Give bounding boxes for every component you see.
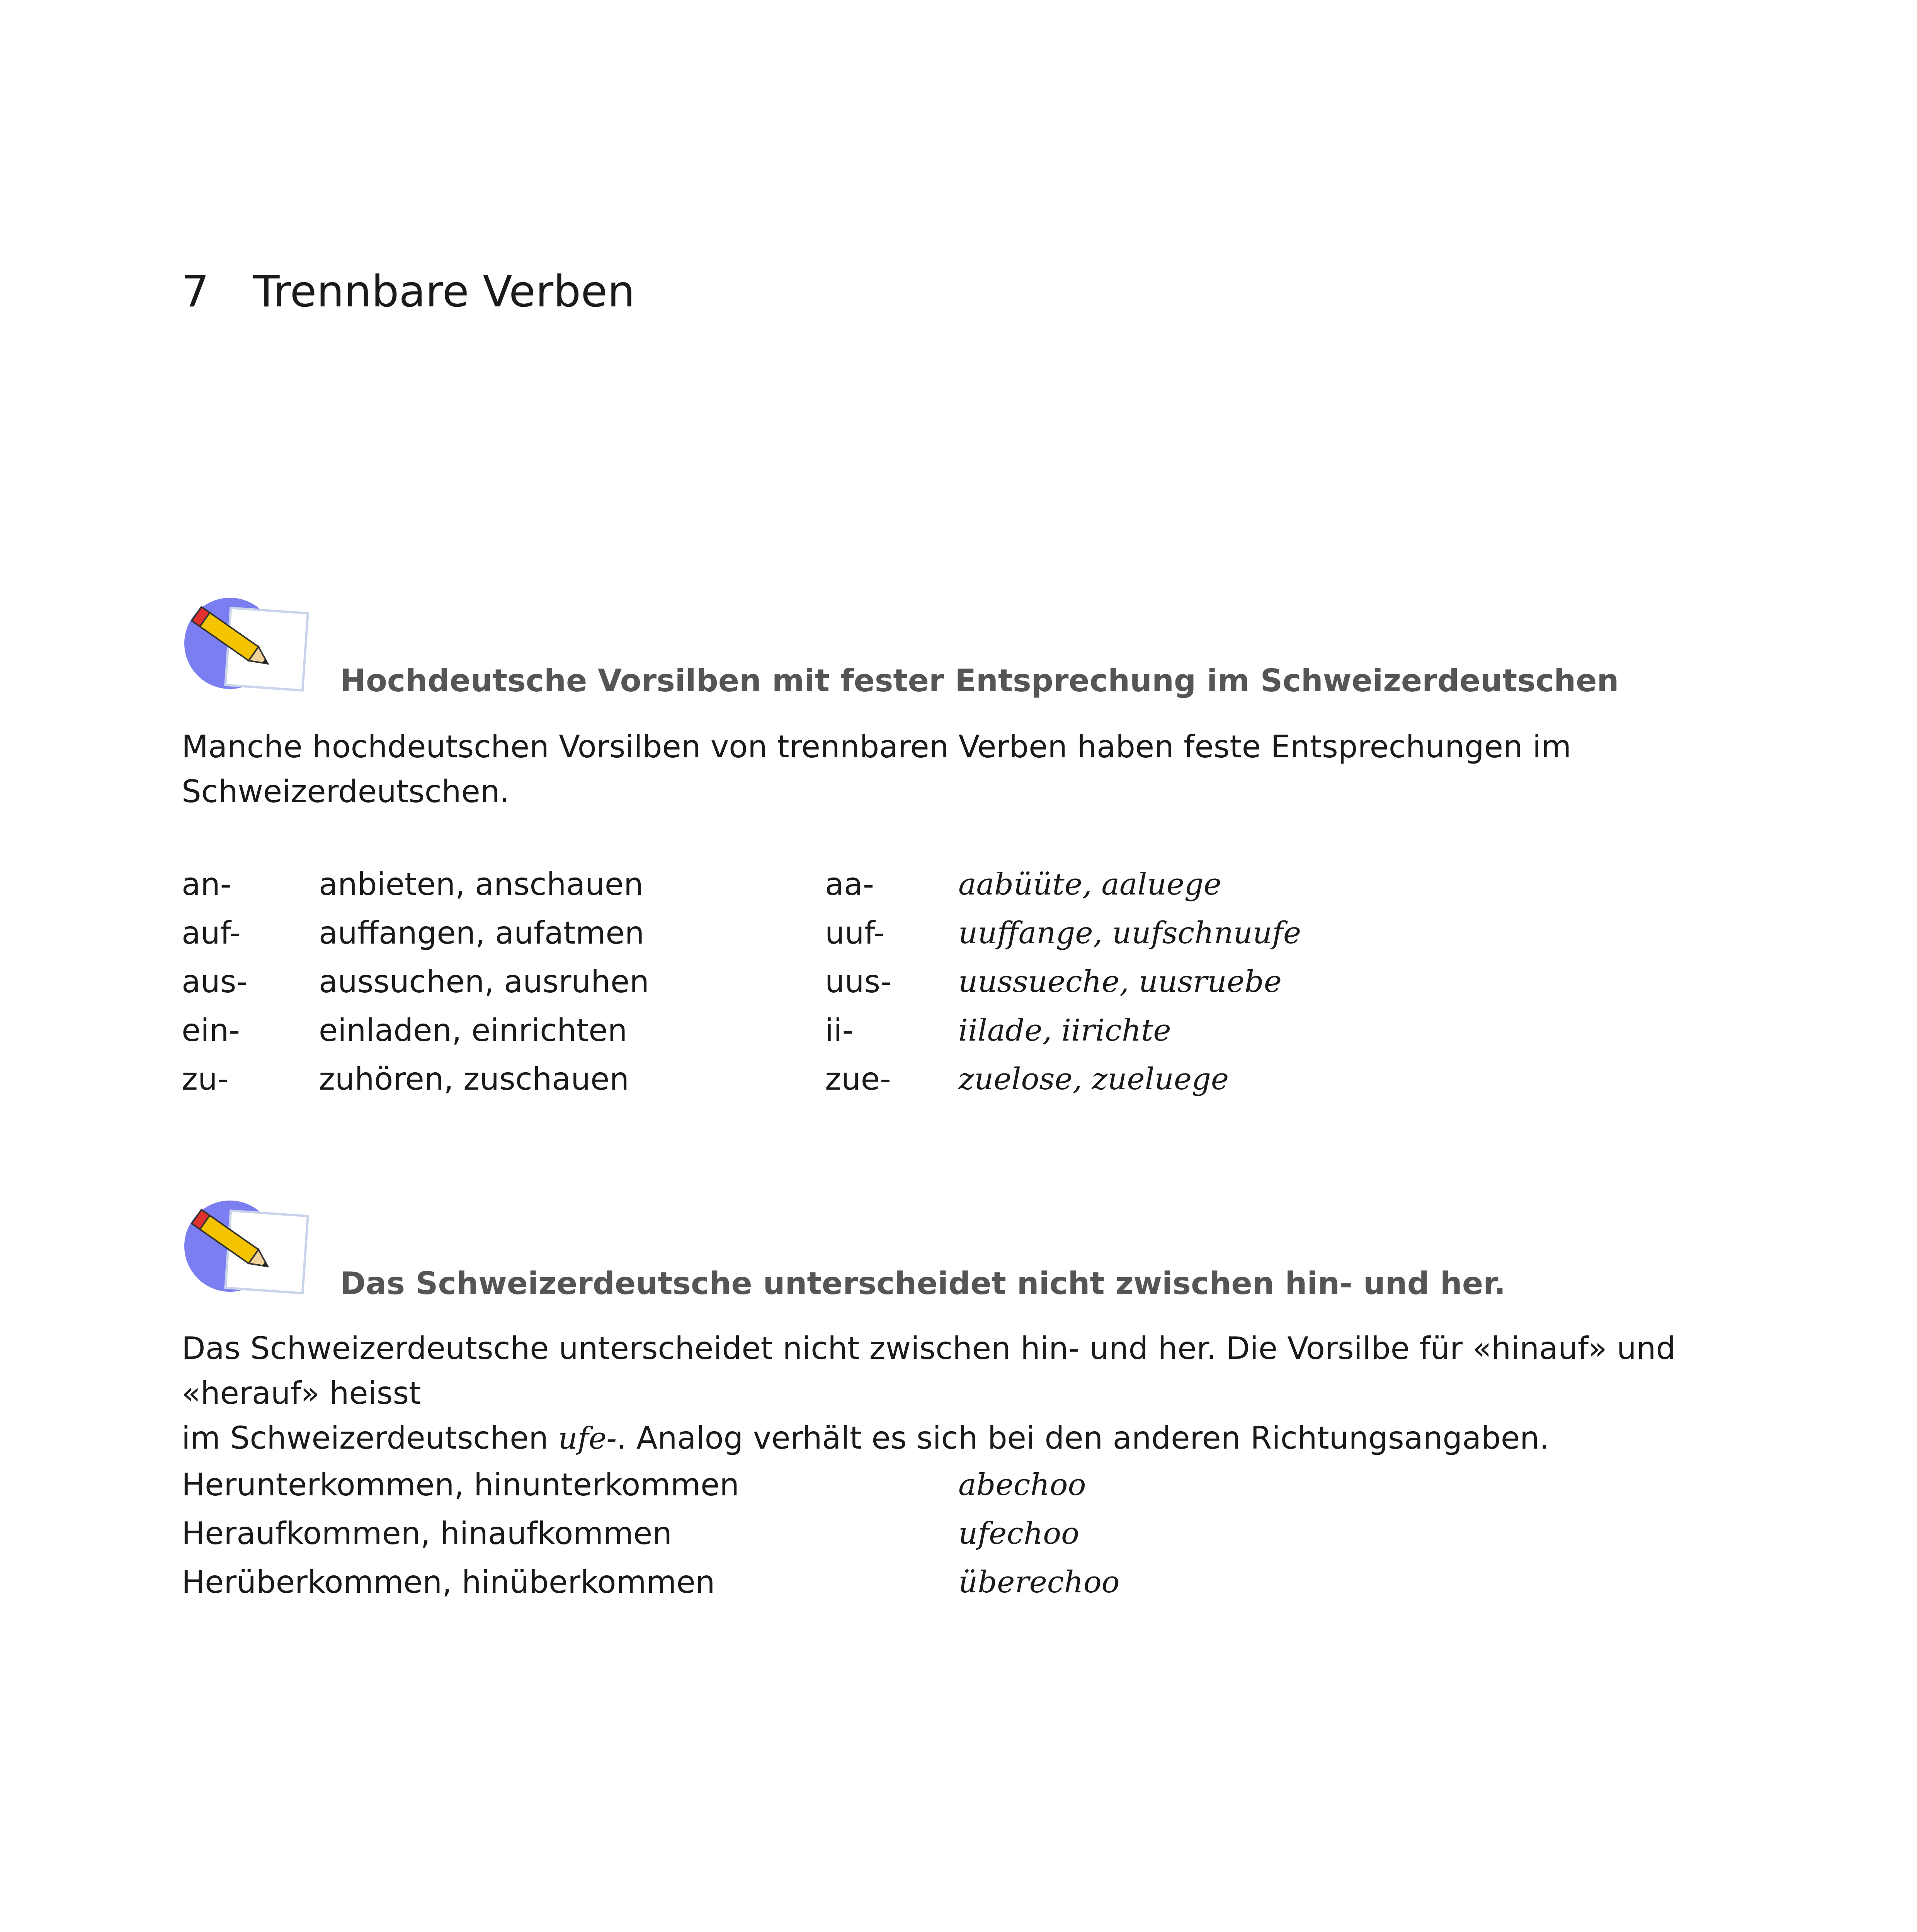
paragraph: Manche hochdeutschen Vorsilben von trennbaren Verben haben feste Entsprechungen im Schweizerdeutschen.: [182, 729, 1572, 810]
table-row: [0, 1558, 1917, 1607]
standard-verbs: Herunterkommen, hinunterkommen: [182, 1467, 739, 1503]
direction-table: [0, 1461, 1917, 1607]
pencil-note-icon: [182, 1198, 309, 1298]
ch-examples: uussueche, uusruebe: [958, 964, 1282, 999]
ch-examples: iilade, iirichte: [958, 1013, 1171, 1048]
examples: auffangen, aufatmen: [319, 915, 645, 951]
chapter-title: [182, 267, 635, 317]
prefix-table: [0, 860, 1917, 1104]
ch-examples: uuffange, uufschnuufe: [958, 916, 1301, 951]
table-row: [0, 860, 1917, 909]
ch-examples: aabüüte, aaluege: [958, 867, 1221, 902]
paragraph-line: Das Schweizerdeutsche unterscheidet nicht zwischen hin- und her. Die Vorsilbe für «hinauf» und «herauf» heisst: [182, 1330, 1676, 1411]
swiss-verb: ufechoo: [958, 1516, 1080, 1551]
paragraph: [182, 1326, 1805, 1461]
italic-prefix: ufe-: [558, 1421, 617, 1456]
table-row: [0, 957, 1917, 1006]
table-row: [0, 1055, 1917, 1104]
text: . Analog verhält es sich bei den anderen Richtungsangaben.: [617, 1420, 1550, 1456]
chapter-title-text: Trennbare Verben: [253, 267, 635, 317]
table-row: [0, 1006, 1917, 1055]
chapter-number: 7: [182, 267, 209, 317]
ch-prefix: aa-: [825, 866, 874, 902]
prefix: zu-: [182, 1061, 229, 1097]
section-title: Hochdeutsche Vorsilben mit fester Entsprechung im Schweizerdeutschen: [340, 663, 1619, 699]
prefix: auf-: [182, 915, 241, 951]
text: im Schweizerdeutschen: [182, 1420, 558, 1456]
examples: zuhören, zuschauen: [319, 1061, 629, 1097]
table-row: [0, 1461, 1917, 1509]
standard-verbs: Heraufkommen, hinaufkommen: [182, 1515, 672, 1551]
prefix: an-: [182, 866, 231, 902]
table-row: [0, 1509, 1917, 1558]
pencil-note-icon: [182, 595, 309, 696]
section-title: Das Schweizerdeutsche unterscheidet nicht zwischen hin- und her.: [340, 1265, 1506, 1301]
examples: einladen, einrichten: [319, 1012, 628, 1048]
ch-prefix: ii-: [825, 1012, 854, 1048]
swiss-verb: abechoo: [958, 1468, 1086, 1502]
paragraph-line: [182, 1416, 1805, 1461]
table-row: [0, 909, 1917, 957]
ch-examples: zuelose, zueluege: [958, 1062, 1229, 1097]
examples: aussuchen, ausruhen: [319, 964, 649, 1000]
examples: anbieten, anschauen: [319, 866, 643, 902]
standard-verbs: Herüberkommen, hinüberkommen: [182, 1564, 715, 1600]
swiss-verb: überechoo: [958, 1565, 1120, 1600]
ch-prefix: zue-: [825, 1061, 891, 1097]
prefix: ein-: [182, 1012, 240, 1048]
ch-prefix: uuf-: [825, 915, 885, 951]
prefix: aus-: [182, 964, 248, 1000]
ch-prefix: uus-: [825, 964, 891, 1000]
